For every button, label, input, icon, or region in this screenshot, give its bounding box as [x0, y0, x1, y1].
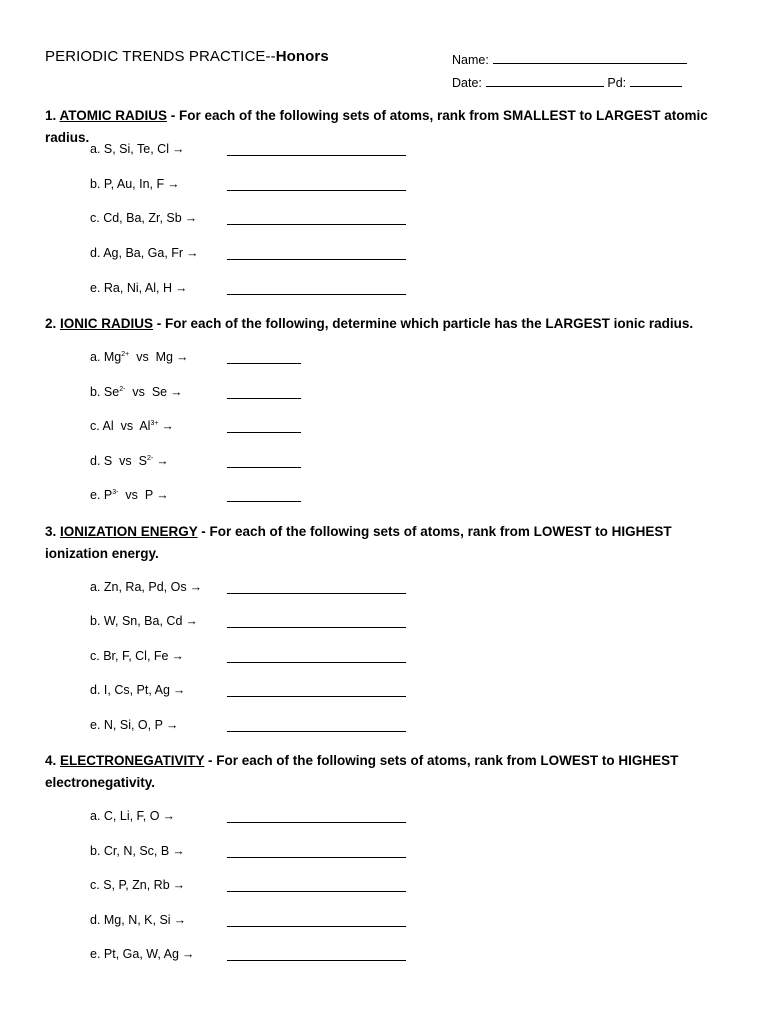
section-term: IONIZATION ENERGY: [60, 524, 198, 539]
answer-line-4d[interactable]: [227, 926, 406, 927]
question-4c: [90, 878, 185, 892]
answer-line-3d[interactable]: [227, 696, 406, 697]
answer-line-1d[interactable]: [227, 259, 406, 260]
question-label: c. S, P, Zn, Rb: [90, 878, 170, 892]
question-label: d. Mg, N, K, Si: [90, 913, 171, 927]
question-1e: [90, 281, 187, 295]
answer-line-2b[interactable]: [227, 398, 301, 399]
section-4-heading: [45, 750, 735, 794]
section-number: 2.: [45, 316, 57, 331]
question-text: vs Mg: [129, 350, 174, 364]
arrow-icon: →: [189, 580, 203, 594]
question-1c: [90, 211, 197, 225]
section-instruction: - For each of the following sets of atoms, rank from LOWEST to HIGHEST ionization energy.: [45, 524, 672, 561]
arrow-icon: →: [184, 211, 198, 225]
question-text: d. S vs S: [90, 454, 147, 468]
arrow-icon: →: [174, 281, 188, 295]
answer-line-4a[interactable]: [227, 822, 406, 823]
ion-charge: 3+: [150, 420, 159, 427]
answer-line-1c[interactable]: [227, 224, 406, 225]
arrow-icon: →: [171, 142, 185, 156]
question-3b: [90, 614, 198, 628]
question-4a: [90, 809, 175, 823]
question-label: c. Br, F, Cl, Fe: [90, 649, 169, 663]
arrow-icon: →: [173, 913, 187, 927]
arrow-icon: →: [156, 488, 169, 502]
question-label: b. Cr, N, Sc, B: [90, 844, 170, 858]
pd-blank[interactable]: [630, 74, 682, 87]
date-label: Date:: [452, 76, 482, 90]
question-label: d. I, Cs, Pt, Ag: [90, 683, 170, 697]
question-text: e. P: [90, 488, 113, 502]
page-title: [45, 48, 329, 65]
arrow-icon: →: [172, 844, 185, 858]
question-2a: [90, 350, 189, 364]
answer-line-2d[interactable]: [227, 467, 301, 468]
name-label: Name:: [452, 53, 489, 67]
question-label: b. P, Au, In, F: [90, 177, 165, 191]
answer-line-4c[interactable]: [227, 891, 406, 892]
arrow-icon: →: [161, 419, 174, 433]
arrow-icon: →: [156, 454, 169, 468]
answer-line-2c[interactable]: [227, 432, 301, 433]
answer-line-4e[interactable]: [227, 960, 406, 961]
arrow-icon: →: [185, 614, 198, 628]
arrow-icon: →: [176, 350, 189, 364]
answer-line-2a[interactable]: [227, 363, 301, 364]
question-3c: [90, 649, 184, 663]
date-field[interactable]: [452, 74, 682, 90]
question-text: c. Al vs Al: [90, 419, 151, 433]
answer-line-3b[interactable]: [227, 627, 406, 628]
title-main: PERIODIC TRENDS PRACTICE--: [45, 48, 276, 65]
name-blank[interactable]: [493, 51, 687, 64]
question-1b: [90, 177, 180, 191]
answer-line-2e[interactable]: [227, 501, 301, 502]
arrow-icon: →: [162, 809, 175, 823]
question-2e: [90, 488, 169, 502]
name-field[interactable]: [452, 51, 687, 67]
question-text: b. Se: [90, 385, 120, 399]
question-2c: [90, 419, 174, 433]
answer-line-1a[interactable]: [227, 155, 406, 156]
answer-line-3e[interactable]: [227, 731, 406, 732]
section-term: ATOMIC RADIUS: [59, 108, 168, 123]
section-3-heading: [45, 521, 735, 565]
question-4e: [90, 947, 194, 961]
answer-line-3c[interactable]: [227, 662, 406, 663]
question-text: vs P: [118, 488, 154, 502]
question-text: a. Mg: [90, 350, 122, 364]
ion-charge: 2-: [146, 455, 154, 462]
ion-charge: 2-: [119, 386, 126, 393]
arrow-icon: →: [172, 683, 186, 697]
section-term: ELECTRONEGATIVITY: [60, 753, 205, 768]
answer-line-3a[interactable]: [227, 593, 406, 594]
question-1d: [90, 246, 199, 260]
section-instruction: - For each of the following sets of atoms, rank from SMALLEST to LARGEST atomic radius.: [45, 108, 708, 145]
arrow-icon: →: [172, 878, 186, 892]
section-number: 1.: [45, 108, 57, 123]
section-number: 3.: [45, 524, 57, 539]
section-2-heading: [45, 313, 735, 335]
pd-label: Pd:: [607, 76, 627, 90]
question-text: vs Se: [125, 385, 168, 399]
section-instruction: - For each of the following sets of atoms, rank from LOWEST to HIGHEST electronegativity.: [45, 753, 679, 790]
section-term: IONIC RADIUS: [60, 316, 154, 331]
question-3d: [90, 683, 185, 697]
question-2b: [90, 385, 183, 399]
ion-charge: 2+: [121, 351, 130, 358]
arrow-icon: →: [170, 385, 183, 399]
ion-charge: 3-: [112, 489, 119, 496]
arrow-icon: →: [165, 718, 179, 732]
question-label: b. W, Sn, Ba, Cd: [90, 614, 183, 628]
answer-line-1b[interactable]: [227, 190, 406, 191]
date-blank[interactable]: [486, 74, 604, 87]
section-number: 4.: [45, 753, 57, 768]
arrow-icon: →: [171, 649, 184, 663]
question-label: d. Ag, Ba, Ga, Fr: [90, 246, 184, 260]
answer-line-4b[interactable]: [227, 857, 406, 858]
question-label: e. N, Si, O, P: [90, 718, 163, 732]
arrow-icon: →: [167, 177, 180, 191]
question-label: e. Pt, Ga, W, Ag: [90, 947, 179, 961]
question-1a: [90, 142, 184, 156]
question-label: a. Zn, Ra, Pd, Os: [90, 580, 187, 594]
question-3a: [90, 580, 202, 594]
question-label: e. Ra, Ni, Al, H: [90, 281, 172, 295]
question-3e: [90, 718, 178, 732]
arrow-icon: →: [186, 246, 199, 260]
question-2d: [90, 454, 169, 468]
question-label: a. S, Si, Te, Cl: [90, 142, 169, 156]
section-instruction: - For each of the following, determine which particle has the LARGEST ionic radius.: [153, 316, 694, 331]
question-4d: [90, 913, 186, 927]
question-4b: [90, 844, 185, 858]
question-label: c. Cd, Ba, Zr, Sb: [90, 211, 182, 225]
title-suffix: Honors: [275, 48, 329, 65]
question-label: a. C, Li, F, O: [90, 809, 160, 823]
answer-line-1e[interactable]: [227, 294, 406, 295]
arrow-icon: →: [181, 947, 195, 961]
